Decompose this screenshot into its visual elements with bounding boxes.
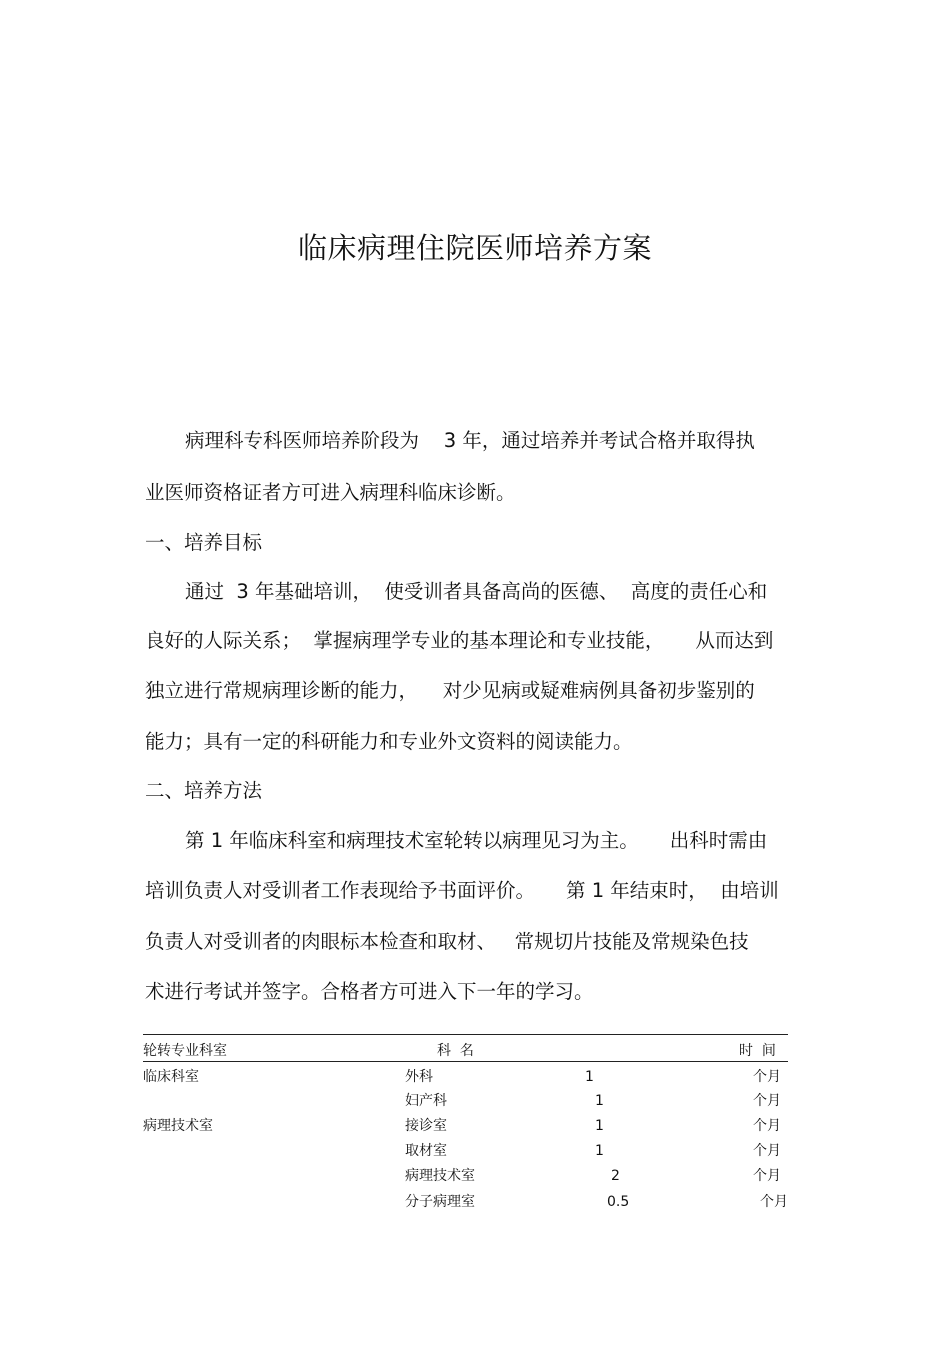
paragraph-line: 第 1 年临床科室和病理技术室轮转以病理见习为主。 出科时需由 [185,829,768,852]
document-title: 临床病理住院医师培养方案 [297,231,652,265]
header-time: 时 间 [739,1043,776,1059]
paragraph-line: 通过 3 年基础培训， 使受训者具备高尚的医德、 高度的责任心和 [185,580,768,603]
row-value: 1 [595,1143,604,1159]
row-subject: 病理技术室 [405,1168,475,1184]
row-unit: 个月 [753,1069,781,1085]
paragraph-line: 术进行考试并签字。合格者方可进入下一年的学习。 [145,980,594,1003]
row-unit: 个月 [760,1194,788,1210]
paragraph-line: 病理科专科医师培养阶段为 3 年，通过培养并考试合格并取得执 [185,429,755,452]
row-unit: 个月 [753,1118,781,1134]
header-dept: 轮转专业科室 [143,1043,227,1059]
paragraph-line: 业医师资格证者方可进入病理科临床诊断。 [145,481,516,504]
section-heading: 二、培养方法 [145,779,263,802]
table-header-rule [143,1061,788,1062]
paragraph-line: 能力；具有一定的科研能力和专业外文资料的阅读能力。 [145,730,633,753]
row-dept: 临床科室 [143,1069,199,1085]
row-subject: 取材室 [405,1143,447,1159]
row-dept: 病理技术室 [143,1118,213,1134]
row-unit: 个月 [753,1168,781,1184]
row-unit: 个月 [753,1093,781,1109]
row-value: 2 [611,1168,620,1184]
row-subject: 外科 [405,1069,433,1085]
section-heading: 一、培养目标 [145,531,263,554]
header-subject: 科 名 [437,1043,474,1059]
paragraph-line: 培训负责人对受训者工作表现给予书面评价。 第 1 年结束时， 由培训 [145,879,779,902]
paragraph-line: 独立进行常规病理诊断的能力， 对少见病或疑难病例具备初步鉴别的 [145,679,755,702]
row-value: 1 [595,1118,604,1134]
row-unit: 个月 [753,1143,781,1159]
table-top-rule [143,1034,788,1035]
row-subject: 分子病理室 [405,1194,475,1210]
row-subject: 妇产科 [405,1093,447,1109]
paragraph-line: 良好的人际关系； 掌握病理学专业的基本理论和专业技能， 从而达到 [145,629,774,652]
row-value: 1 [585,1069,594,1085]
row-value: 0.5 [607,1194,630,1210]
row-value: 1 [595,1093,604,1109]
row-subject: 接诊室 [405,1118,447,1134]
paragraph-line: 负责人对受训者的肉眼标本检查和取材、 常规切片技能及常规染色技 [145,930,749,953]
